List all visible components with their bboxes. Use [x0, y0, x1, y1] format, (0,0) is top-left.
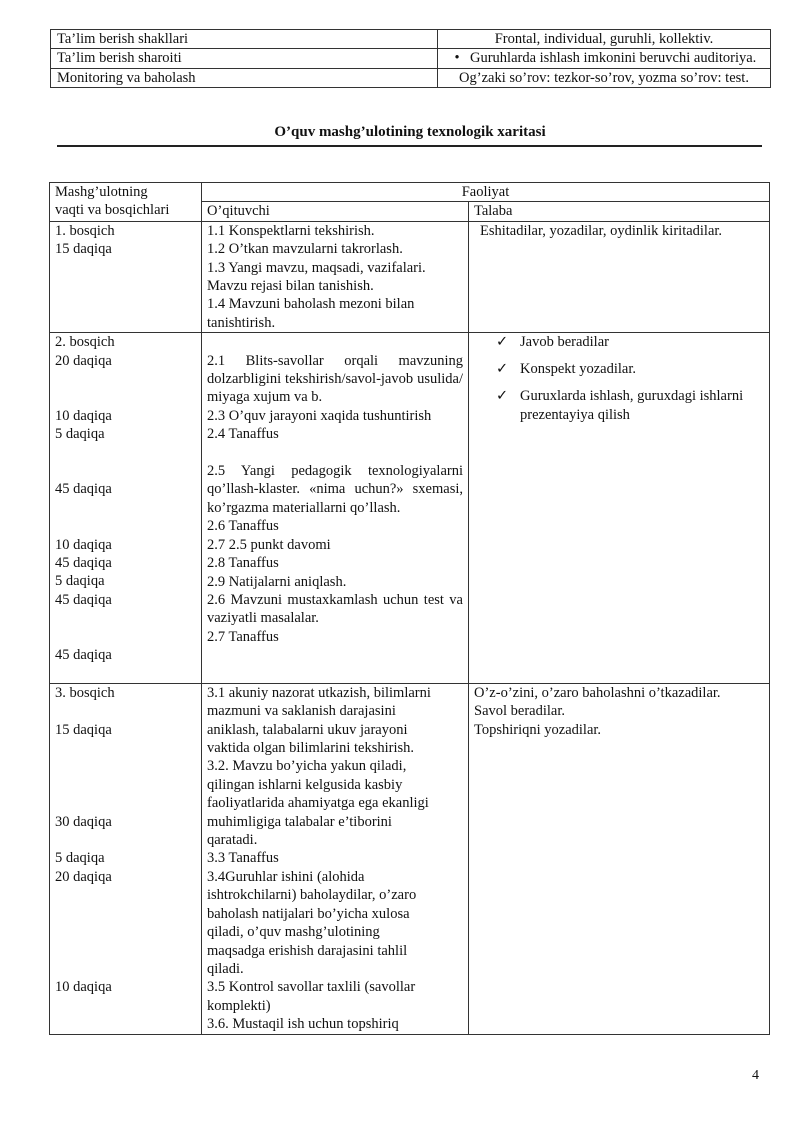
checklist-item — [474, 333, 764, 351]
stage-row — [50, 333, 770, 684]
info-row — [51, 49, 771, 68]
stage-time: 10 daqiqa — [55, 407, 112, 424]
checkmark-icon: ✓ — [496, 334, 509, 351]
stage-line: 1. bosqich — [55, 222, 115, 239]
stage-time: 45 daqiqa — [55, 647, 112, 664]
section-title: O’quv mashg’ulotining texnologik xaritasi — [274, 124, 546, 140]
info-value-cell — [438, 49, 771, 68]
student-line: Topshiriqni yozadilar. — [474, 721, 602, 738]
checklist-text: Javob beradilar — [520, 334, 609, 351]
teacher-line: qaratadi. — [207, 832, 258, 849]
student-cell — [469, 333, 770, 684]
stage-line: 15 daqiqa — [55, 241, 112, 258]
teacher-line: 3.4Guruhlar ishini (alohida — [207, 868, 365, 885]
teacher-cell — [202, 683, 469, 1034]
teacher-line: 1.1 Konspektlarni tekshirish. — [207, 222, 375, 239]
bullet-icon: • — [454, 50, 460, 67]
teacher-step: 2.4 Tanaffus — [207, 426, 279, 443]
header-line: vaqti va bosqichlari — [55, 202, 170, 219]
stage-cell — [50, 683, 202, 1034]
teacher-step: 2.6 Tanaffus — [207, 518, 279, 535]
stage-time: 20 daqiqa — [55, 868, 112, 885]
student-cell — [469, 221, 770, 332]
teacher-line: baholash natijalari bo’yicha xulosa — [207, 905, 410, 922]
teacher-line: ishtrokchilarni) baholaydilar, o’zaro — [207, 887, 417, 904]
info-label: Ta’lim berish shakllari — [51, 30, 438, 49]
stage-time: 45 daqiqa — [55, 591, 112, 608]
teacher-line: qilingan ishlarni kelgusida kasbiy — [207, 776, 403, 793]
checkmark-icon: ✓ — [496, 361, 509, 378]
teacher-line: Mavzu rejasi bilan tanishish. — [207, 278, 374, 295]
stage-time: 10 daqiqa — [55, 536, 112, 553]
title-underline — [57, 145, 762, 147]
teacher-line: aniklash, talabalarni ukuv jarayoni — [207, 721, 408, 738]
student-cell — [469, 683, 770, 1034]
stage-time: 5 daqiqa — [55, 426, 105, 443]
teacher-step: 2.7 2.5 punkt davomi — [207, 536, 331, 553]
teacher-step: 2.8 Tanaffus — [207, 555, 279, 572]
checklist-item — [474, 387, 764, 424]
stage-time: 45 daqiqa — [55, 481, 112, 498]
teacher-step: 2.7 Tanaffus — [207, 628, 279, 645]
teacher-line: 3.5 Kontrol savollar taxlili (savollar — [207, 979, 416, 996]
teacher-line: muhimligiga talabalar e’tiborini — [207, 813, 392, 830]
checklist-text: Konspekt yozadilar. — [520, 361, 636, 378]
info-label: Monitoring va baholash — [51, 68, 438, 87]
teacher-step: 2.6 Mavzuni mustaxkamlash uchun test va vaziyatli masalalar. — [207, 591, 463, 627]
info-row — [51, 68, 771, 87]
info-row — [51, 30, 771, 49]
stage-time: 45 daqiqa — [55, 555, 112, 572]
teacher-line: 3.3 Tanaffus — [207, 850, 279, 867]
teacher-header: O’qituvchi — [202, 202, 469, 221]
teacher-line: mazmuni va saklanish darajasini — [207, 703, 396, 720]
teacher-line: faoliyatlarida ahamiyatga ega ekanligi — [207, 795, 429, 812]
student-checklist — [474, 333, 764, 424]
teacher-cell — [202, 221, 469, 332]
teacher-step: 2.5 Yangi pedagogik texnologiyalarni qo’llash-klaster. «nima uchun?» sxemasi, ko’rgazma materiallarni qo’llash. — [207, 463, 463, 516]
stage-label: 2. bosqich — [55, 334, 115, 351]
teacher-line: 1.2 O’tkan mavzularni takrorlash. — [207, 241, 403, 258]
page-number: 4 — [752, 1068, 759, 1083]
stage-label: 3. bosqich — [55, 684, 115, 701]
student-text: Eshitadilar, yozadilar, oydinlik kiritadilar. — [480, 222, 723, 239]
teacher-cell — [202, 333, 469, 684]
stage-time: 5 daqiqa — [55, 573, 105, 590]
checklist-item — [474, 360, 764, 378]
stage-cell — [50, 333, 202, 684]
stage-time: 20 daqiqa — [55, 352, 112, 369]
student-line: Savol beradilar. — [474, 703, 566, 720]
header-row — [50, 183, 770, 202]
info-label: Ta’lim berish sharoiti — [51, 49, 438, 68]
student-line: O’z-o’zini, o’zaro baholashni o’tkazadilar. — [474, 684, 721, 701]
teacher-line: qiladi. — [207, 960, 244, 977]
teacher-line: 3.2. Mavzu bo’yicha yakun qiladi, — [207, 758, 407, 775]
teacher-line: 1.3 Yangi mavzu, maqsadi, vazifalari. — [207, 259, 426, 276]
teacher-line: qiladi, o’quv mashg’ulotining — [207, 924, 380, 941]
teacher-line: 1.4 Mavzuni baholash mezoni bilan — [207, 296, 415, 313]
stage-cell — [50, 221, 202, 332]
stage-time: 5 daqiqa — [55, 850, 105, 867]
stage-time: 15 daqiqa — [55, 721, 112, 738]
teacher-line: maqsadga erishish darajasini tahlil — [207, 942, 408, 959]
stage-row — [50, 683, 770, 1034]
teacher-line: 3.6. Mustaqil ish uchun topshiriq — [207, 1016, 399, 1033]
teacher-step: 2.1 Blits-savollar orqali mavzuning dolzarbligini tekshirish/savol-javob usulida/ miyaga xujum va b. — [207, 352, 463, 406]
teacher-line: komplekti) — [207, 997, 271, 1014]
teacher-step: 2.3 O’quv jarayoni xaqida tushuntirish — [207, 407, 432, 424]
technology-map-table — [49, 182, 770, 1035]
info-value: Frontal, individual, guruhli, kollektiv. — [438, 30, 771, 49]
info-value: Og’zaki so’rov: tezkor-so’rov, yozma so’rov: test. — [438, 68, 771, 87]
checkmark-icon: ✓ — [496, 388, 509, 405]
stage-time: 30 daqiqa — [55, 813, 112, 830]
teacher-line: tanishtirish. — [207, 314, 276, 331]
teacher-line: vaktida olgan bilimlarini tekshirish. — [207, 740, 414, 757]
student-header: Talaba — [469, 202, 770, 221]
stage-time: 10 daqiqa — [55, 979, 112, 996]
info-table — [50, 29, 771, 88]
info-value: Guruhlarda ishlash imkonini beruvchi auditoriya. — [470, 50, 757, 67]
stage-row — [50, 221, 770, 332]
stage-column-header — [50, 183, 202, 222]
activity-header: Faoliyat — [202, 183, 770, 202]
teacher-line: 3.1 akuniy nazorat utkazish, bilimlarni — [207, 684, 431, 701]
checklist-text: Guruxlarda ishlash, guruxdagi ishlarni prezentayiya qilish — [520, 388, 744, 423]
teacher-step: 2.9 Natijalarni aniqlash. — [207, 573, 347, 590]
header-line: Mashg’ulotning — [55, 184, 148, 200]
